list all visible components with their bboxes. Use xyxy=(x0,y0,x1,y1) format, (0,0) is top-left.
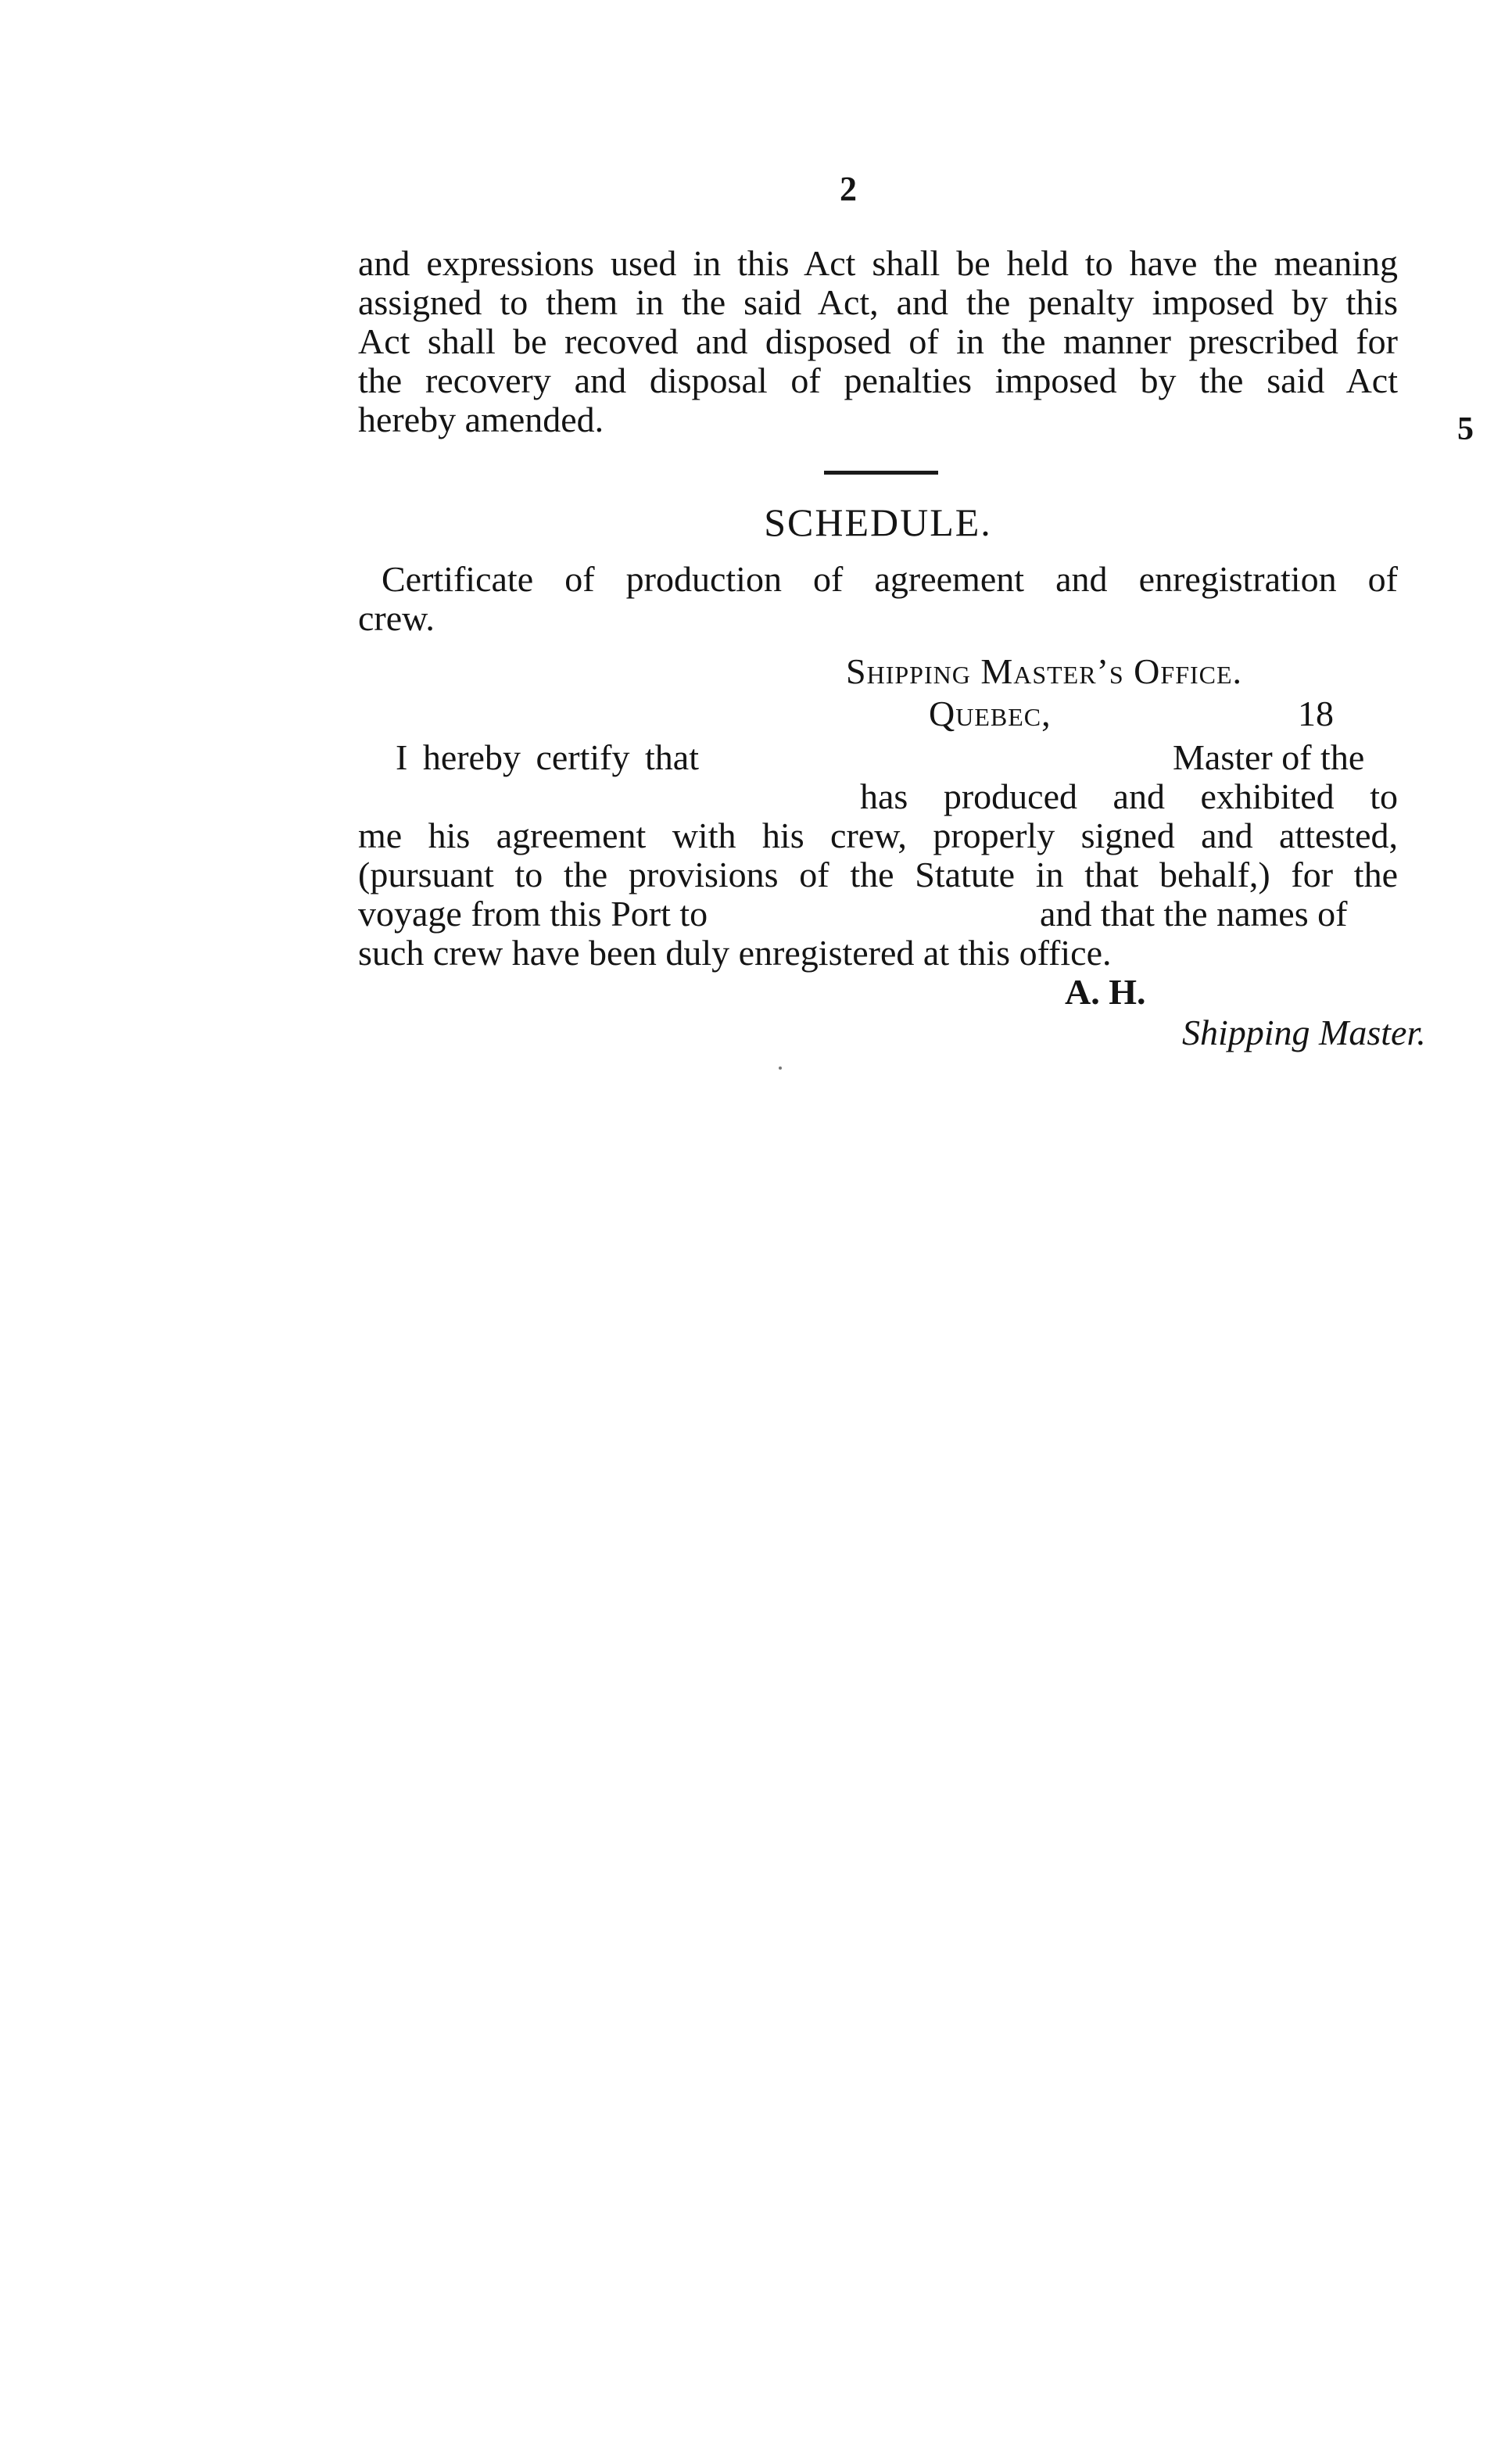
schedule-title: SCHEDULE. xyxy=(764,500,992,544)
office-heading: Shipping Master’s Office. xyxy=(846,651,1243,691)
paragraph-line: assigned to them in the said Act, and the penalty imposed by this xyxy=(358,282,1398,322)
voyage-start: voyage from this Port to xyxy=(358,894,708,934)
paragraph-line: and expressions used in this Act shall be held to have the meaning xyxy=(358,243,1398,283)
signatory-initials: A. H. xyxy=(1065,972,1146,1012)
print-speck xyxy=(779,1066,782,1070)
body-line: has produced and exhibited to xyxy=(860,776,1398,816)
body-line: such crew have been duly enregistered at this office. xyxy=(358,933,1112,973)
paragraph-line: the recovery and disposal of penalties imposed by the said Act xyxy=(358,360,1398,400)
signatory-title: Shipping Master. xyxy=(1182,1013,1426,1052)
date-year-prefix: 18 xyxy=(1298,694,1334,733)
page-number: 2 xyxy=(840,170,857,208)
caption-line: Certificate of production of agreement and enregistration of xyxy=(382,559,1398,599)
margin-line-number: 5 xyxy=(1457,411,1474,447)
master-of-the: Master of the xyxy=(1173,737,1365,777)
caption-line: crew. xyxy=(358,598,435,638)
certify-start: I hereby certify that xyxy=(396,737,699,777)
paragraph-line: hereby amended. xyxy=(358,400,604,439)
section-divider xyxy=(824,471,938,475)
body-line: (pursuant to the provisions of the Statute in that behalf,) for the xyxy=(358,855,1398,894)
paragraph-line: Act shall be recoved and disposed of in the manner prescribed for xyxy=(358,321,1398,361)
voyage-end: and that the names of xyxy=(1040,894,1348,934)
place-heading: Quebec, xyxy=(929,694,1052,733)
body-line: me his agreement with his crew, properly signed and attested, xyxy=(358,816,1398,855)
